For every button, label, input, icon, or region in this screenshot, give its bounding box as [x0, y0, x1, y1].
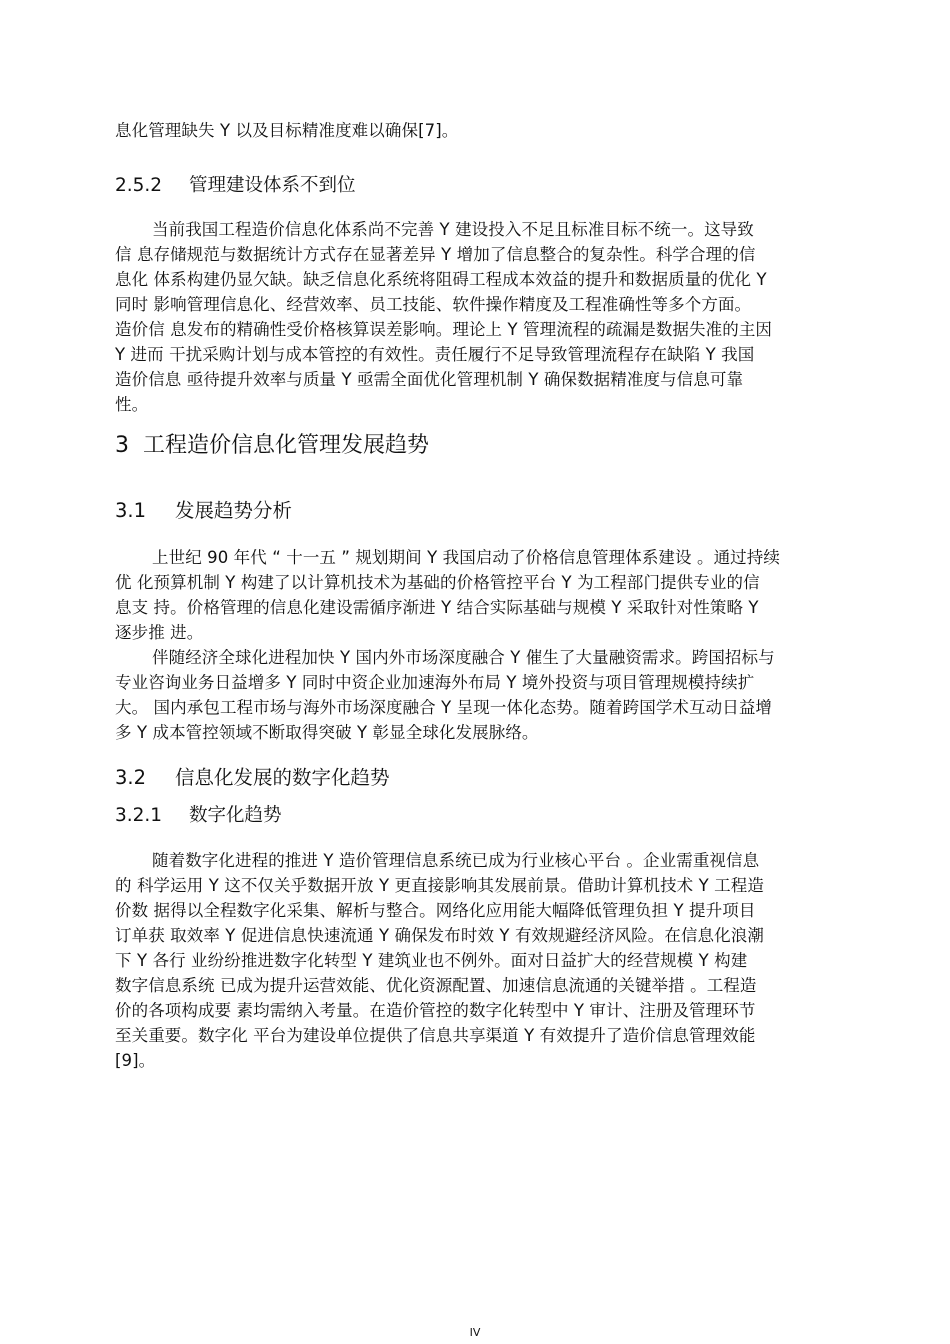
paragraph-2-5-2	[115, 217, 863, 417]
section-heading-2-5-2	[115, 172, 356, 199]
continuation-paragraph	[115, 118, 863, 143]
text-line: Y 进而 干扰采购计划与成本管控的有效性。责任履行不足导致管理流程存在缺陷 Y 我国	[115, 345, 755, 364]
chapter-heading-3	[115, 431, 429, 461]
section-heading-3-1	[115, 497, 292, 525]
text-line: [9]。	[115, 1051, 156, 1070]
section-heading-3-2	[115, 764, 390, 792]
text-line: 随着数字化进程的推进 Y 造价管理信息系统已成为行业核心平台 。企业需重视信息	[152, 851, 760, 870]
text-line: 同时 影响管理信息化、经营效率、员工技能、软件操作精度及工程准确性等多个方面。	[115, 295, 752, 314]
text-line: 息化 体系构建仍显欠缺。缺乏信息化系统将阻碍工程成本效益的提升和数据质量的优化 Y	[115, 270, 767, 289]
text-line: 伴随经济全球化进程加快 Y 国内外市场深度融合 Y 催生了大量融资需求。跨国招标与	[152, 648, 775, 667]
paragraph-3-1-b	[115, 645, 863, 745]
text-line: 性。	[115, 395, 149, 414]
text-line: 价的各项构成要 素均需纳入考量。在造价管控的数字化转型中 Y 审计、注册及管理环节	[115, 1001, 756, 1020]
section-number: 3.1	[115, 499, 147, 522]
section-heading-3-2-1	[115, 802, 282, 829]
text-line: 信 息存储规范与数据统计方式存在显著差异 Y 增加了信息整合的复杂性。科学合理的信	[115, 245, 756, 264]
text-line: 数字信息系统 已成为提升运营效能、优化资源配置、加速信息流通的关键举措 。工程造	[115, 976, 757, 995]
text-line: 优 化预算机制 Y 构建了以计算机技术为基础的价格管控平台 Y 为工程部门提供专业的信	[115, 573, 760, 592]
text-line: 价数 据得以全程数字化采集、解析与整合。网络化应用能大幅降低管理负担 Y 提升项目	[115, 901, 756, 920]
section-title: 数字化趋势	[189, 805, 282, 826]
text-line: 至关重要。数字化 平台为建设单位提供了信息共享渠道 Y 有效提升了造价信息管理效能	[115, 1026, 756, 1045]
text-line: 订单获 取效率 Y 促进信息快速流通 Y 确保发布时效 Y 有效规避经济风险。在信息化浪潮	[115, 926, 764, 945]
section-number: 3.2.1	[115, 805, 163, 826]
text-line: 下 Y 各行 业纷纷推进数字化转型 Y 建筑业也不例外。面对日益扩大的经营规模 Y 构建	[115, 951, 748, 970]
paragraph-3-1-a	[115, 545, 863, 645]
text-line: 专业咨询业务日益增多 Y 同时中资企业加速海外布局 Y 境外投资与项目管理规模持续扩	[115, 673, 755, 692]
text-line: 的 科学运用 Y 这不仅关乎数据开放 Y 更直接影响其发展前景。借助计算机技术 Y 工程造	[115, 876, 764, 895]
text-line: 当前我国工程造价信息化体系尚不完善 Y 建设投入不足且标准目标不统一。这导致	[152, 220, 754, 239]
text-line: 造价信 息发布的精确性受价格核算误差影响。理论上 Y 管理流程的疏漏是数据失准的主因	[115, 320, 773, 339]
chapter-title: 工程造价信息化管理发展趋势	[143, 433, 430, 458]
page-number: IV	[469, 1326, 481, 1339]
section-number: 2.5.2	[115, 175, 163, 196]
paragraph-3-2-1	[115, 848, 863, 1073]
section-number: 3.2	[115, 766, 147, 789]
text-line: 上世纪 90 年代 “ 十一五 ” 规划期间 Y 我国启动了价格信息管理体系建设 。通过持续	[152, 548, 780, 567]
text-line: 大。 国内承包工程市场与海外市场深度融合 Y 呈现一体化态势。随着跨国学术互动日益增	[115, 698, 773, 717]
text-line: 多 Y 成本管控领域不断取得突破 Y 彰显全球化发展脉络。	[115, 723, 539, 742]
chapter-number: 3	[115, 433, 129, 458]
section-title: 发展趋势分析	[175, 499, 293, 522]
text-line: 息化管理缺失 Y 以及目标精准度难以确保[7]。	[115, 121, 459, 140]
section-title: 管理建设体系不到位	[189, 175, 356, 196]
text-line: 造价信息 亟待提升效率与质量 Y 亟需全面优化管理机制 Y 确保数据精准度与信息可靠	[115, 370, 744, 389]
text-line: 逐步推 进。	[115, 623, 204, 642]
text-line: 息支 持。价格管理的信息化建设需循序渐进 Y 结合实际基础与规模 Y 采取针对性策略 Y	[115, 598, 759, 617]
section-title: 信息化发展的数字化趋势	[175, 766, 390, 789]
